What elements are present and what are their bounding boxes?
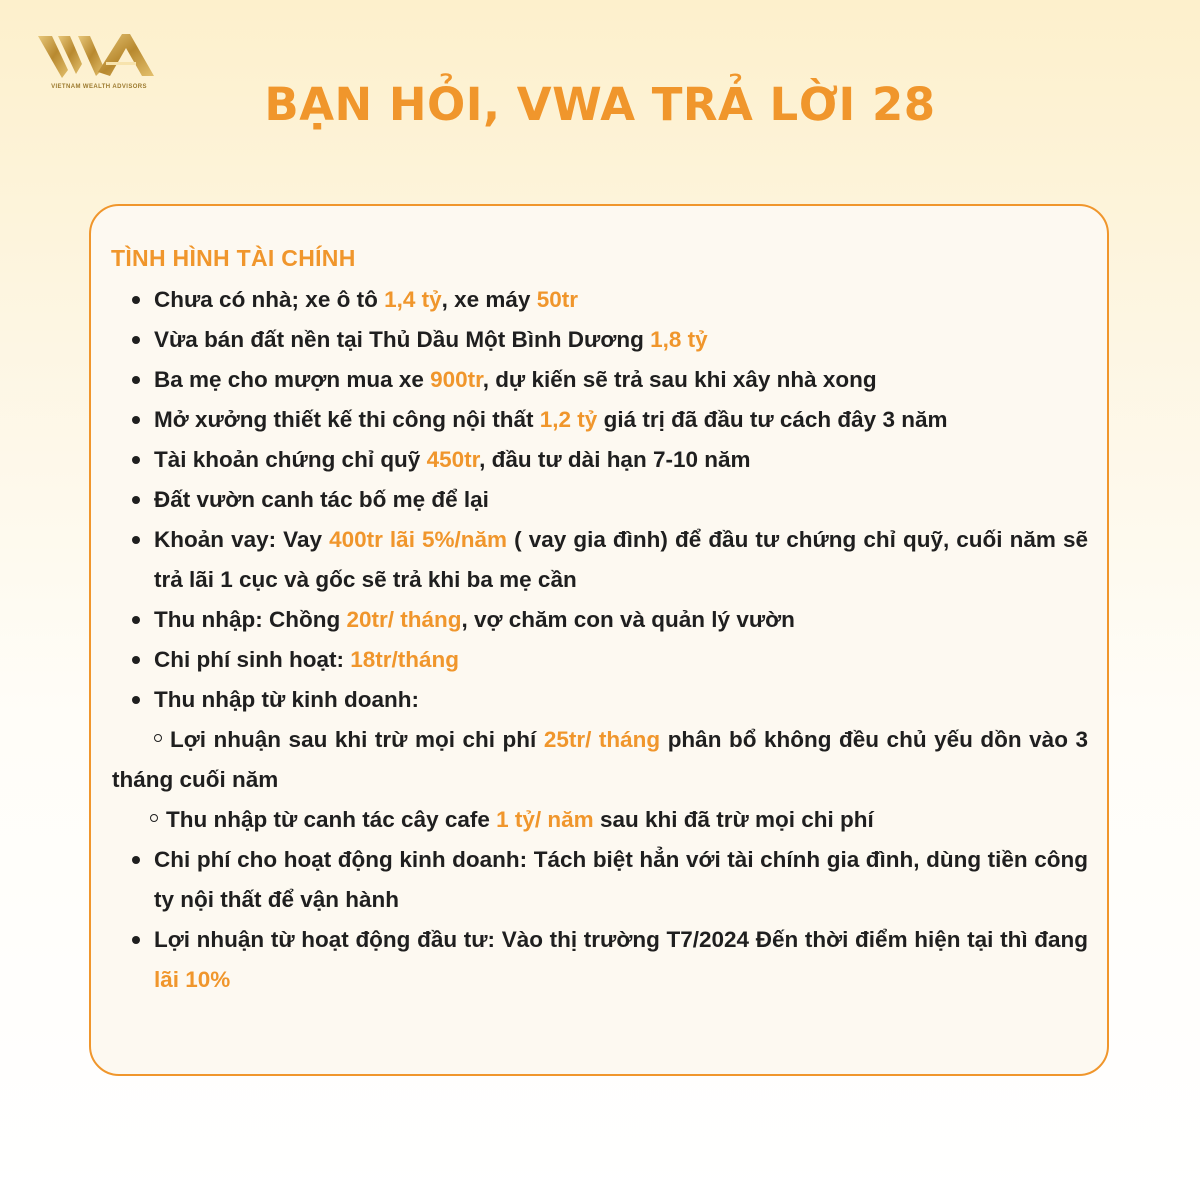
section-heading: TÌNH HÌNH TÀI CHÍNH <box>111 245 356 271</box>
highlight-value: 1,8 tỷ <box>650 327 708 352</box>
highlight-value: 20tr/ tháng <box>346 607 462 632</box>
list-item: Chi phí sinh hoạt: 18tr/tháng <box>112 640 1088 680</box>
list-item: Khoản vay: Vay 400tr lãi 5%/năm ( vay gia đình) để đầu tư chứng chỉ quỹ, cuối năm sẽ trả lãi 1 cục và gốc sẽ trả khi ba mẹ cần <box>112 520 1088 600</box>
highlight-value: 1 tỷ/ năm <box>496 807 594 832</box>
vwa-logo-mark <box>36 32 162 84</box>
sub-list-item: Lợi nhuận sau khi trừ mọi chi phí 25tr/ tháng phân bổ không đều chủ yếu dồn vào 3 tháng cuối năm <box>112 727 1088 792</box>
highlight-value: 1,2 tỷ <box>539 407 598 432</box>
highlight-value: 18tr/tháng <box>350 647 459 672</box>
list-item: Tài khoản chứng chỉ quỹ 450tr, đầu tư dài hạn 7-10 năm <box>112 440 1088 480</box>
sub-list-item: Thu nhập từ canh tác cây cafe 1 tỷ/ năm sau khi đã trừ mọi chi phí <box>74 800 1088 840</box>
list-item: Mở xưởng thiết kế thi công nội thất 1,2 tỷ giá trị đã đầu tư cách đây 3 năm <box>112 400 1088 440</box>
highlight-value: lãi 10% <box>154 967 231 992</box>
list-item: Thu nhập: Chồng 20tr/ tháng, vợ chăm con và quản lý vườn <box>112 600 1088 640</box>
list-item: Thu nhập từ kinh doanh: <box>112 680 1088 720</box>
highlight-value: 1,4 tỷ <box>384 287 442 312</box>
highlight-value: 900tr <box>430 367 483 392</box>
circle-bullet-icon <box>154 734 162 742</box>
list-item: Vừa bán đất nền tại Thủ Dầu Một Bình Dương 1,8 tỷ <box>112 320 1088 360</box>
logo-subtitle: VIETNAM WEALTH ADVISORS <box>51 84 147 90</box>
list-item: Chưa có nhà; xe ô tô 1,4 tỷ, xe máy 50tr <box>112 280 1088 320</box>
circle-bullet-icon <box>150 814 158 822</box>
financial-situation-list <box>112 280 1088 1000</box>
highlight-value: 400tr lãi 5%/năm <box>329 527 508 552</box>
list-item: Ba mẹ cho mượn mua xe 900tr, dự kiến sẽ trả sau khi xây nhà xong <box>112 360 1088 400</box>
page-title: BẠN HỎI, VWA TRẢ LỜI 28 <box>264 78 936 131</box>
list-item: Lợi nhuận từ hoạt động đầu tư: Vào thị trường T7/2024 Đến thời điểm hiện tại thì đang lãi 10% <box>112 920 1088 1000</box>
highlight-value: 450tr <box>426 447 480 472</box>
highlight-value: 25tr/ tháng <box>543 727 661 752</box>
list-item: Chi phí cho hoạt động kinh doanh: Tách biệt hẳn với tài chính gia đình, dùng tiền công ty nội thất để vận hành <box>112 840 1088 920</box>
highlight-value: 50tr <box>536 287 578 312</box>
list-item: Đất vườn canh tác bố mẹ để lại <box>112 480 1088 520</box>
